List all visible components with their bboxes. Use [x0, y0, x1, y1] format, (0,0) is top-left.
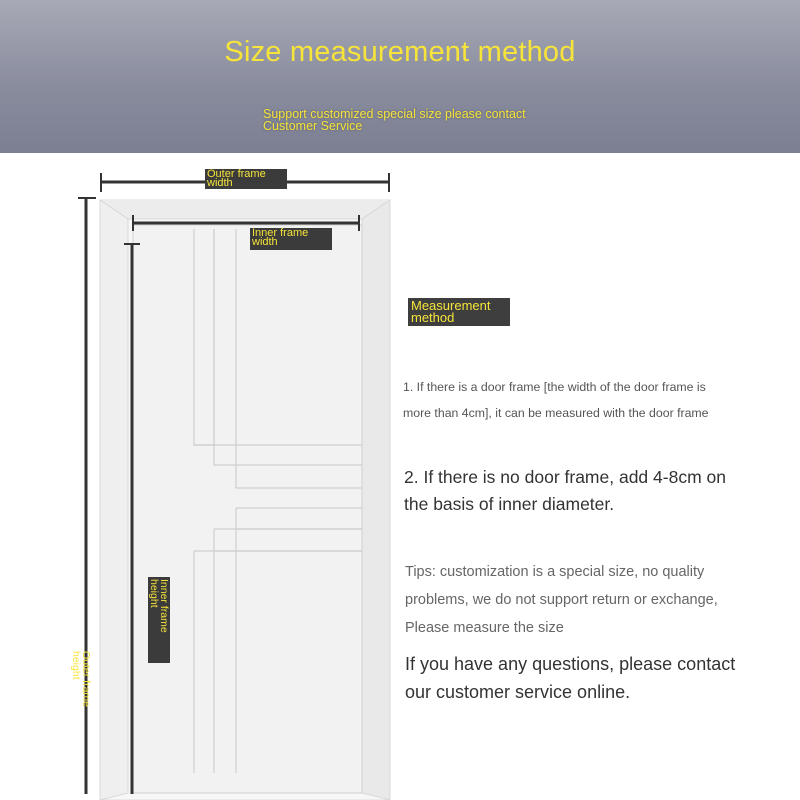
inner-frame-height-label: Inner frame height: [148, 577, 170, 663]
measurement-method-heading: Measurement method: [408, 298, 510, 326]
step-2-text: 2. If there is no door frame, add 4-8cm on the basis of inner diameter.: [404, 467, 726, 514]
door-frame-bevel: [100, 200, 390, 219]
page-title: Size measurement method: [224, 36, 576, 68]
door-leaf: [133, 225, 362, 793]
contact-text: If you have any questions, please contact our customer service online.: [405, 654, 736, 702]
header-subtitle: Support customized special size please contact Customer Service: [263, 107, 526, 133]
door-illustration: [0, 153, 400, 800]
step-1-text: 1. If there is a door frame [the width of the door frame is more than 4cm], it can be measured with the door frame: [403, 380, 709, 420]
inner-frame-width-label: Inner frame width: [250, 228, 332, 250]
tips-text: Tips: customization is a special size, no quality problems, we do not support return or exchange, Please measure the size: [405, 564, 718, 636]
outer-frame-width-label: Outer frame width: [205, 169, 287, 189]
outer-frame-height-label: Outer frame height: [70, 651, 92, 708]
header-banner: [0, 0, 800, 153]
